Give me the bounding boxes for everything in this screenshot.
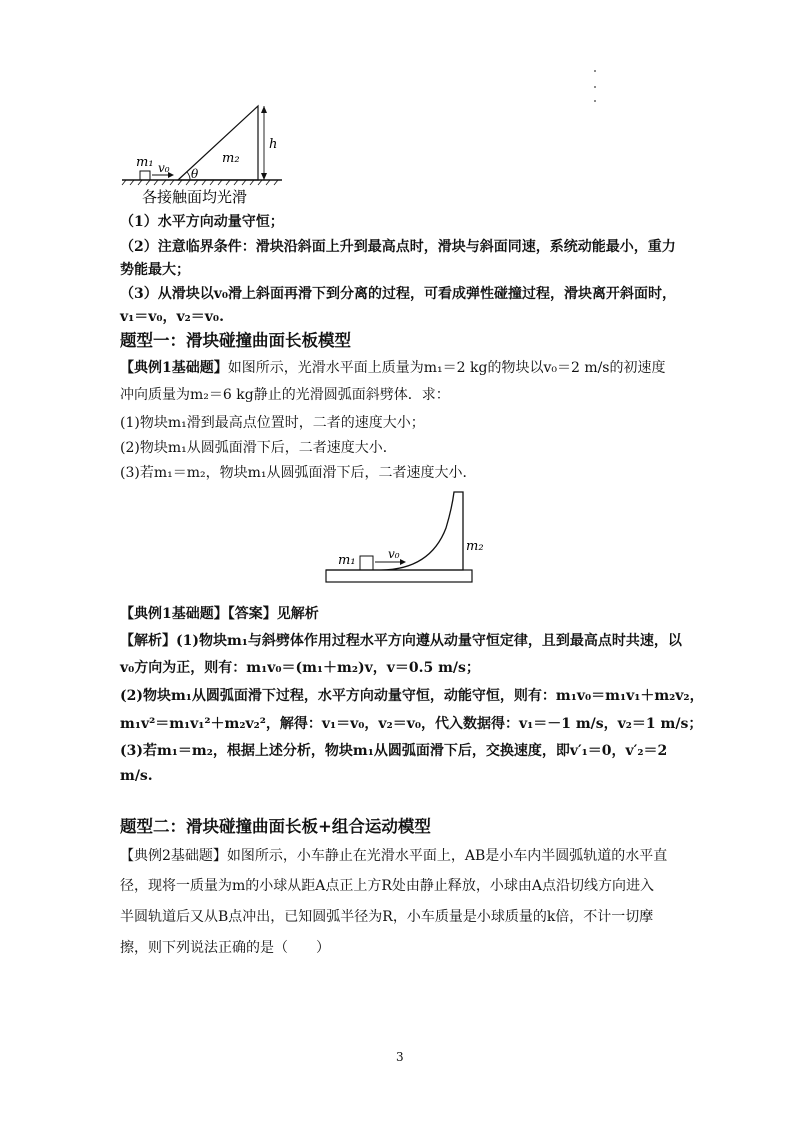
point-2: （2）注意临界条件：滑块沿斜面上升到最高点时，滑块与斜面同速，系统动能最小，重力	[120, 239, 676, 255]
example-2-line-2: 径，现将一质量为m的小球从距A点正上方R处由静止释放，小球由A点沿切线方向进入	[120, 878, 655, 894]
answer-line: 【典例1基础题】【答案】见解析	[120, 606, 319, 622]
example-1-tag: 【典例1基础题】	[120, 360, 228, 376]
section-2-title: 题型二：滑块碰撞曲面长板+组合运动模型	[120, 817, 431, 836]
label-h: h	[269, 137, 278, 152]
label-m1: m₁	[338, 553, 356, 568]
example-2-line-4: 擦，则下列说法正确的是（ ）	[120, 940, 330, 956]
solution-line-4: m₁v²＝m₁v₁²＋m₂v₂²，解得：v₁＝v₀，v₂＝v₀，代入数据得：v₁＝－1 m/s，v₂＝1 m/s；	[120, 716, 703, 732]
question-1: (1)物块m₁滑到最高点位置时，二者的速度大小；	[120, 415, 425, 431]
section-1-title: 题型一：滑块碰撞曲面长板模型	[120, 331, 351, 350]
solution-line-6: m/s.	[120, 768, 153, 784]
example-1-text: 如图所示，光滑水平面上质量为m₁＝2 kg的物块以v₀＝2 m/s的初速度	[227, 360, 666, 376]
figure-caption: 各接触面均光滑	[142, 188, 248, 206]
label-m2: m₂	[466, 539, 484, 554]
example-1-line-1	[120, 358, 666, 378]
point-3: （3）从滑块以v₀滑上斜面再滑下到分离的过程，可看成弹性碰撞过程，滑块离开斜面时，	[120, 286, 677, 302]
example-2-line-3: 半圆轨道后又从B点冲出，已知圆弧半径为R，小车质量是小球质量的k倍，不计一切摩	[120, 909, 654, 925]
point-1: （1）水平方向动量守恒；	[120, 214, 284, 230]
label-v0: v₀	[388, 547, 400, 561]
solution-line-2: v₀方向为正，则有：m₁v₀＝(m₁＋m₂)v，v＝0.5 m/s；	[120, 660, 480, 676]
point-3-cont: v₁＝v₀，v₂＝v₀.	[120, 309, 224, 325]
scan-dot	[594, 100, 596, 102]
solution-line-5: (3)若m₁＝m₂，根据上述分析，物块m₁从圆弧面滑下后，交换速度，即v′₁＝0，v′₂＝2	[120, 743, 668, 759]
question-2: (2)物块m₁从圆弧面滑下后，二者速度大小．	[120, 440, 397, 456]
solution-line-3: (2)物块m₁从圆弧面滑下过程，水平方向动量守恒，动能守恒，则有：m₁v₀＝m₁v₁＋m₂v₂，	[120, 688, 704, 704]
solution-line-1: 【解析】(1)物块m₁与斜劈体作用过程水平方向遵从动量守恒定律，且到最高点时共速，以	[120, 633, 682, 649]
label-theta: θ	[191, 167, 199, 181]
scan-dot	[594, 70, 596, 72]
page-number: 3	[396, 1050, 404, 1064]
example-2-line-1: 【典例2基础题】如图所示，小车静止在光滑水平面上，AB是小车内半圆弧轨道的水平直	[120, 848, 668, 864]
label-v0: v₀	[158, 161, 170, 175]
point-2-cont: 势能最大；	[120, 262, 190, 278]
label-m2: m₂	[222, 151, 240, 166]
curved-wedge-figure	[320, 488, 500, 590]
example-1-line-2: 冲向质量为m₂＝6 kg静止的光滑圆弧面斜劈体．求：	[120, 387, 450, 403]
question-3: (3)若m₁＝m₂，物块m₁从圆弧面滑下后，二者速度大小．	[120, 465, 477, 481]
scan-dot	[594, 86, 596, 88]
label-m1: m₁	[136, 155, 154, 170]
incline-figure	[118, 100, 288, 210]
